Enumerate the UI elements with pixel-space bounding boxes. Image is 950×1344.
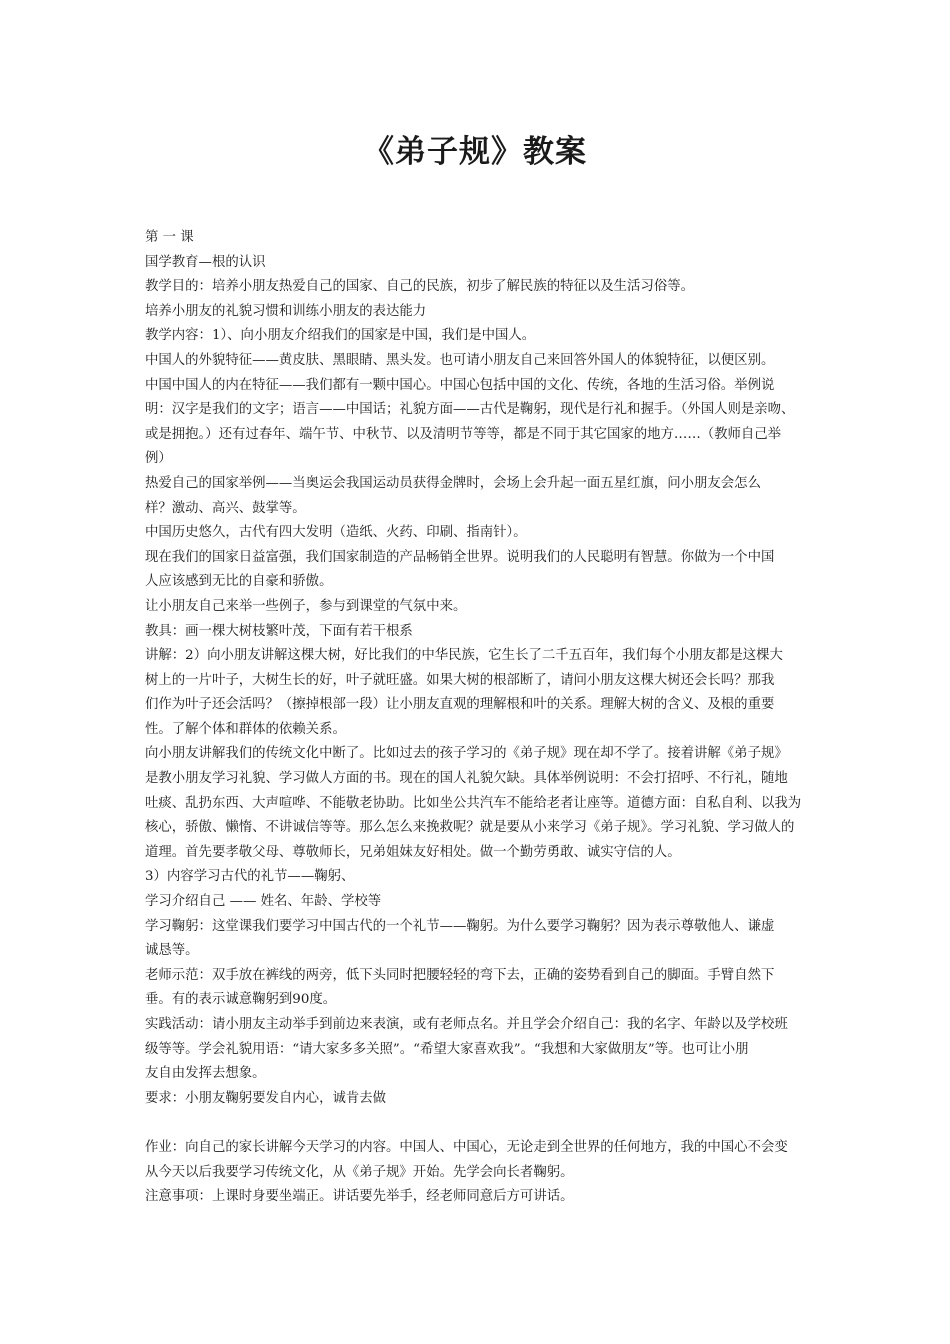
text-line: 实践活动：请小朋友主动举手到前边来表演，或有老师点名。并且学会介绍自己：我的名字、年龄以及学校班 (145, 1017, 788, 1032)
text-line: 要求：小朋友鞠躬要发自内心，诚肯去做 (145, 1090, 387, 1106)
text-line: 培养小朋友的礼貌习惯和训练小朋友的表达能力 (145, 303, 427, 319)
text-line: 级等等。学会礼貌用语：“请大家多多关照”。“希望大家喜欢我”。“我想和大家做朋友”等。也可让小朋 (145, 1041, 749, 1057)
text-line: 或是拥抱。）还有过春年、端午节、中秋节、以及清明节等等，都是不同于其它国家的地方……（教师自己举 (145, 426, 782, 442)
text-line: 吐痰、乱扔东西、大声喧哗、不能敬老协助。比如坐公共汽车不能给老者让座等。道德方面：自私自利、以我为 (145, 795, 802, 811)
text-line: 让小朋友自己来举一些例子，参与到课堂的气氛中来。 (145, 598, 467, 614)
text-line: 道理。首先要孝敬父母、尊敬师长，兄弟姐妹友好相处。做一个勤劳勇敢、诚实守信的人。 (145, 844, 681, 860)
text-line: 学习介绍自己 —— 姓名、年龄、学校等 (145, 894, 382, 910)
text-line: 向小朋友讲解我们的传统文化中断了。比如过去的孩子学习的《弟子规》现在却不学了。接着讲解《弟子规》 (145, 746, 788, 762)
text-line: 教具：画一棵大树枝繁叶茂，下面有若干根系 (145, 623, 413, 639)
text-line: 第 一 课 (145, 230, 194, 245)
text-line: 现在我们的国家日益富强，我们国家制造的产品畅销全世界。说明我们的人民聪明有智慧。你做为一个中国 (145, 549, 775, 565)
document-body (145, 226, 810, 1210)
text-line: 树上的一片叶子，大树生长的好，叶子就旺盛。如果大树的根部断了，请问小朋友这棵大树还会长吗？那我 (145, 672, 775, 688)
text-line: 注意事项：上课时身要坐端正。讲话要先举手，经老师同意后方可讲话。 (145, 1189, 574, 1205)
text-line: 老师示范：双手放在裤线的两旁，低下头同时把腰轻轻的弯下去，正确的姿势看到自己的脚面。手臂自然下 (145, 967, 775, 983)
text-line: 教学内容：1）、向小朋友介绍我们的国家是中国，我们是中国人。 (145, 328, 536, 344)
text-line: 样？激动、高兴、鼓掌等。 (145, 500, 306, 516)
text-line: 中国历史悠久，古代有四大发明（造纸、火药、印刷、指南针）。 (145, 525, 527, 541)
text-line: 中国人的外貌特征——黄皮肤、黑眼睛、黑头发。也可请小朋友自己来回答外国人的体貌特征，以便区别。 (145, 352, 775, 368)
text-line: 人应该感到无比的自豪和骄傲。 (145, 574, 333, 590)
text-line: 3）内容学习古代的礼节——鞠躬、 (145, 869, 355, 885)
text-line: 核心，骄傲、懒惰、不讲诚信等等。那么怎么来挽救呢？就是要从小来学习《弟子规》。学习礼貌、学习做人的 (145, 820, 795, 836)
text-line: 从今天以后我要学习传统文化，从《弟子规》开始。先学会向长者鞠躬。 (145, 1164, 574, 1180)
blank-line (145, 1111, 810, 1136)
text-line: 作业：向自己的家长讲解今天学习的内容。中国人、中国心，无论走到全世界的任何地方，我的中国心不会变 (145, 1139, 788, 1155)
text-line: 们作为叶子还会活吗？（擦掉根部一段）让小朋友直观的理解根和叶的关系。理解大树的含义、及根的重要 (145, 697, 775, 713)
text-line: 中国中国人的内在特征——我们都有一颗中国心。中国心包括中国的文化、传统，各地的生活习俗。举例说 (145, 377, 775, 393)
text-line: 学习鞠躬：这堂课我们要学习中国古代的一个礼节——鞠躬。为什么要学习鞠躬？因为表示尊敬他人、谦虚 (145, 918, 775, 934)
document-title: 《弟子规》教案 (363, 134, 587, 170)
text-line: 垂。有的表示诚意鞠躬到90度。 (145, 992, 337, 1008)
text-line: 友自由发挥去想象。 (145, 1066, 266, 1082)
text-line: 教学目的：培养小朋友热爱自己的国家、自己的民族，初步了解民族的特征以及生活习俗等。 (145, 279, 695, 295)
text-line: 性。了解个体和群体的依赖关系。 (145, 721, 346, 737)
text-line: 明：汉字是我们的文字；语言——中国话；礼貌方面——古代是鞠躬，现代是行礼和握手。（外国人则是亲吻、 (145, 402, 795, 418)
text-line: 国学教育—根的认识 (145, 254, 266, 270)
text-line: 是教小朋友学习礼貌、学习做人方面的书。现在的国人礼貌欠缺。具体举例说明：不会打招呼、不行礼，随地 (145, 771, 788, 787)
text-line: 热爱自己的国家举例——当奥运会我国运动员获得金牌时，会场上会升起一面五星红旗，问小朋友会怎么 (145, 475, 761, 491)
text-line: 例） (145, 451, 172, 467)
text-line: 诚恳等。 (145, 943, 199, 959)
text-line: 讲解：2）向小朋友讲解这棵大树，好比我们的中华民族，它生长了二千五百年，我们每个小朋友都是这棵大 (145, 648, 783, 664)
